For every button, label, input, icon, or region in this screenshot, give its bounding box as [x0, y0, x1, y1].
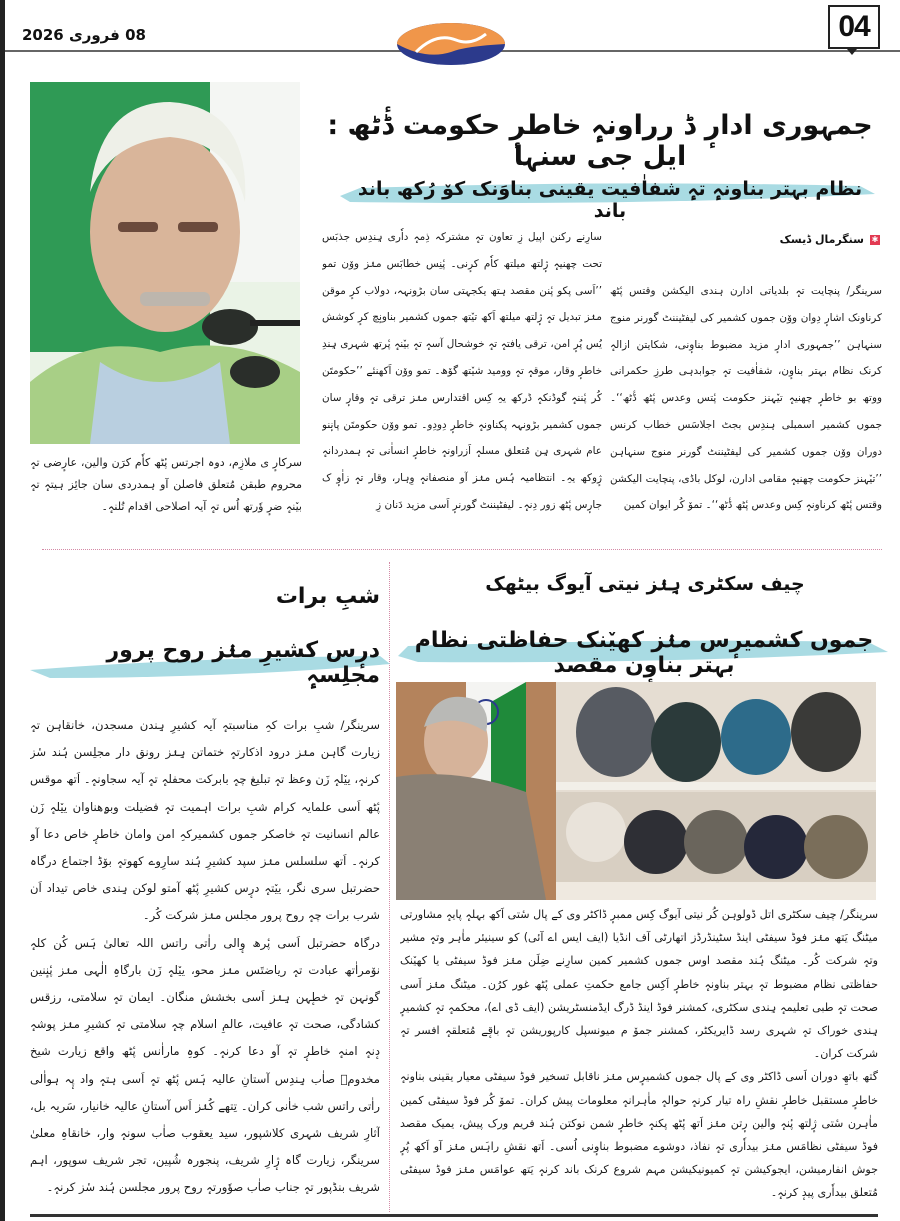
story3-headline[interactable]: درٕس کشیرِ منٛز روح پرور مجلِسہٕ [106, 638, 380, 688]
story1-headline[interactable]: جمہوری ادارٕ ڈ رراونہٕ خاطرٕ حکومت ڈٔٹھ : ایل جی سنہا [327, 110, 873, 172]
story2-body [400, 903, 878, 1205]
story3-kicker: شبِ برات [275, 584, 380, 609]
story3-paragraph: درگاہ حضرتبل اَسی پٔرھ وٕالی راٰتی راتس اللہ تعالیٰ ہَس کُن کلہٕ نوٚمراٰتھ عبادت تہٕ ریاضتَس منٛز محو، ییٚلہٕ زَن بارگاہِ الٰہی منٛز پٔنٕنین گونہن تہٕ خطٕہن ہِنٛز اَسی بخشش منگان۔ ایمان تہٕ سلامتی، رزقس کشادگی، صحت تہٕ عافیت، عالمِ اسلام چہٕ سلامتی تہٕ کشیرِ منٛز پوشہٕ دٕنہٕ امنہٕ خاطرٕ تہٕ آو دعا کرنہٕ۔ کوہِ ماراٰنس پٔٹھ واقع زیارت شیخ مخدومؒ صاٰب ہِندِس آستانِ عالیہ ہَس پٔٹھ تہٕ اَسی ہتہٕ واد پٕہ ہواٰلی راٰتی راتس شب خاٰنی کران۔ تِتھے کُنٛز اَس آستانِ عالیہ خانیار، سَریہ بل، آثارِ شریف شہری کلاشپور، سید یعقوب صاٰب سونہٕ وار، خانقاہِ معلیٰ سرینگر، زیارت گاہ ژٕارِ شریف، پنجورہ شُپین، تجر شریف سوپور، اہم شریف بنڈپور تہٕ جناب صاٰب صوٗورتہٕ روح پرور مجلسن ہُند سٔز کرنہٕ۔ [30, 935, 380, 1195]
left-border-rule [0, 0, 5, 1221]
story2-paragraph: گتھ باتھِ دوران اَسی ڈاکٹر وی کے پال جموں کشمیرٕس منٛز ناقابل تسخیر فوڈ سیفٹی معیار یقینی بناونہٕ خاطرٕ مستقبل خاطرٕ نقشِ راہ تیار کرنہٕ حوالہٕ ماٰہرانہٕ معلومات پیش کران۔ تموٚ کُر فوڈ سیفٹی کمین ماٰہرن سٔتی ژٕلتھ پٔنہٕ والین رٕتن منٛز اَتھ پٔٹھ پکنہٕ خاطرٕ شمن نوکتن ہُند فریم ورک پیش، یمیک مقصد فوڈ سیفٹی نظامَس منٛز بیداٗری تہٕ نفاذ، دوشوے مضبوط بناوٕنی اُسی۔ اَتھ نقشِ راہَس منٛز آو اَکھ پُرٕ جوش انفارمیشن، ایجوکیشن تہٕ کمیونیکیشن مہم شروع کرنک باند کرنہٕ یَتھ عوامَس منٛز فوڈ سیفٹی مُتعلق بیداٗری پیدٕ کرنہٕ۔ [400, 1070, 878, 1200]
story1-subheadline: نظام بہتر بناونہٕ تہٕ شفاٰفیت یقینی بناوَنک کوٚ رُکھ باند باند [357, 178, 863, 222]
byline [640, 233, 880, 246]
issue-date: 08 فروری 2026 [22, 26, 146, 44]
photo-caption: سرکارٕ ی ملازِم، دوہ اجرتس پٔٹھ کاٗم کرَن والین، عارٕضی تہٕ محروم طبقن مُتعلق فاصلن آو ہمدردی سان جائِز ہیتہٕ تہٕ بیٚنہٕ ضرٕ وٗرتھ اُس تہٕ آیہ اصلاحی اقدام تُلنہٕ۔ [30, 456, 302, 513]
story1-column-middle: سارِنے رکنن اپیل زِ تعاون تہٕ مشترکہ ذِمہٕ داٗری ہِندِس جذبَس تحت چھنیہٕ ژٕلتھ میلتھ کاٗم کرٕنی۔ پٔنِس خطابَس منٛز ووٚن تمو ’’اَسی پکو پٔنن مقصد ہتھ یکجہتی سان بڑونہہ، دولاب کرٕ موقن منٛز تبدیل تہٕ ژٕلتھ میلتھ اَکھ تیٚتھ جموں کشمیر بناونٕچ کرٕ کوشش یُس پُرٕ امن، ترقی یافتہٕ تہٕ خوشحال آسہٕ تہٕ بیٚنہٕ پٔرتھ شہری ہِندِ خاطرٕ وقار، موقہٕ تہٕ وومید شیٚتھ گوٚھ۔ تمو ووٚن اَکھنئے ’’حکومتَن کُر پٔننہٕ گوڈنکہٕ ڈرکھ یہِ کِس اقتدارس منٛز ترقی تہٕ وقارٕ سان جموں کشمیر بڑونہہ پکناونہٕ خاطرٕ دِودِو۔ تمو ووٚن حکومتَن پانٕنو عام شہری ہِن مُتعلق مسلہٕ اَزراونہٕ خاطرٕ انساٰنی تہٕ ہمدردانہٕ ژٕوکھ یہِ۔ انتظامیہ ہُس منٛز آو منصفانہٕ وِہار، وقار تہٕ زاٰوٕ ک جارٕس پٔٹھ زور دِنہٕ۔ لیفٹیننٹ گورنرٕ اَسی مزید دَنان زِ [322, 231, 602, 511]
news-icon: ✱ [871, 234, 879, 244]
story3-paragraph: سرینگر/ شبِ برات کہِ مناسبتہٕ آیہ کشیرِ ہِندن مسجدن، خانقاہن تہٕ زیارت گاہن منٛز درود اذکارتہٕ ختماتن ہِنٛز رونق دار مجلِسن ہُند سٔز کرنہٕ، ییٚلہٕ زَن وعظ تہٕ تبلیغ چہٕ بابرکت محفلہٕ تہٕ آیہ سجاونہٕ۔ اَتھ موقس پٔٹھ اَسی علمایہ کرام شبِ برات اہمیت تہٕ فضیلت وبۄھناوان ییٚلہٕ زَن عالم انسانیت تہٕ خاصکر جموں کشمیرکہِ امن وامان خاطرٕ خاص دعا آو کرنہٕ۔ اَتھ سلسلس منٛز سپد کشیرِ ہُند سارِوے کھوتہٕ بوٚڈ اجتماع درگاہ حضرتبل سری نگر، ییٚتہٕ درٕس کشیرِ پٔٹھ آمتو لوکن ہِندی خاص تیداد اَن شرب برات چہٕ روح پرور مجلس منٛز شرکت کُر۔ [30, 718, 380, 923]
lg-sinha-photo [30, 82, 300, 444]
footer-rule [30, 1214, 878, 1217]
story2-kicker: چیف سکٹری ہِنٛز نیتی آیوگ بیٹھک [485, 573, 805, 595]
byline-text: سنگرمال ڈیسک [779, 233, 864, 246]
story2-paragraph: سرینگر/ چیف سکٹری اتل ڈولوہن کُر نیتی آیوگ کِس ممبرٕ ڈاکٹر وی کے پال سٔتی اَکھ بہلہٕ پایہٕ مشاورتی میٹنگ یَتھ منٛز فوڈ سیفٹی اینڈ سٹینڈرڈز اتھارٹی آف انڈیا (ایف ایس اے آئی) کو سینیئر ماٰہر وتہٕ مشیر وتہٕ شرکت کُر۔ میٹنگ ہُند مقصد اوس جموں کشمیر کمین سارِنے ضِلَن منٛز فوڈ سیفٹی یا کھیٚنک حفاظتی نظام مضبوط تہٕ بہتر بناونہٕ خاطرٕ اَکِس جامع حکمتِ عملی پٔٹھ غور کرُن۔ میٹنگ منٛز اَسی صحت تہٕ طبی تعلیمہٕ ہِندی سکٹری، کمشنر فوڈ اینڈ ڈرگ ایڈمنسٹریشن (ایف ڈی اے)، محکمہٕ تہٕ کشمیرٕ ہِندی خوراک تہٕ شہری رسد ڈایریکٹر، کمشنر جموٚ م میونسپل کارپوریشن تہٕ باقٕے مُتعلقہٕ افسر تہٕ شرکت کران۔ [400, 908, 878, 1061]
meeting-photo [396, 682, 876, 900]
story3-body [30, 712, 380, 1202]
story1-column-right: سرینگر/ پنچایت تہٕ بلدیاتی ادارن ہندی الیکشن وقتس پٔٹھ کرناونک اشارٕ دِوان ووٚن جموں کشمیر کی لیفٹیننٹ گورنر منوج سنہاہن ’’جمہوری ادارٕ مزید مضبوط بناوٕنی، شکایتن ازالہٕ کرنک نظام بہتر بناوٕن، شفاٰفیت تہٕ جوابدہی طرزِ حکمرانی ووتھ بو خاطرٕ چھنیہٕ تیٚہنز حکومت پٔتس وعدس پٔٹھ ڈٔٹھ‘‘۔ جموں کشمیر اسمبلی ہندِس بجٹ اجلاسَس خطاب کرنس دوران ووٚن جموں کشمیر کی لیفٹیننٹ گورنر منوج سنہاہن ’’تیٚہنز حکومت چھنیہٕ مقامی ادارن، لوکل باڈی، پنچایت الیکشن وقتس پٔٹھ کرناونہٕ کِس وعدس پٔٹھ ڈٔٹھ‘‘۔ تموٚ کُر ایوان کمین [610, 285, 882, 512]
page-number-pointer-icon [847, 49, 857, 55]
masthead-logo[interactable] [396, 22, 506, 66]
section-divider [42, 549, 882, 550]
story2-headline[interactable]: جموں کشمیرٕس منٛز کھیٚنک حفاظتی نظام بہتر بناوٕن مقصد [414, 628, 874, 678]
page-number: 04 [828, 5, 880, 49]
